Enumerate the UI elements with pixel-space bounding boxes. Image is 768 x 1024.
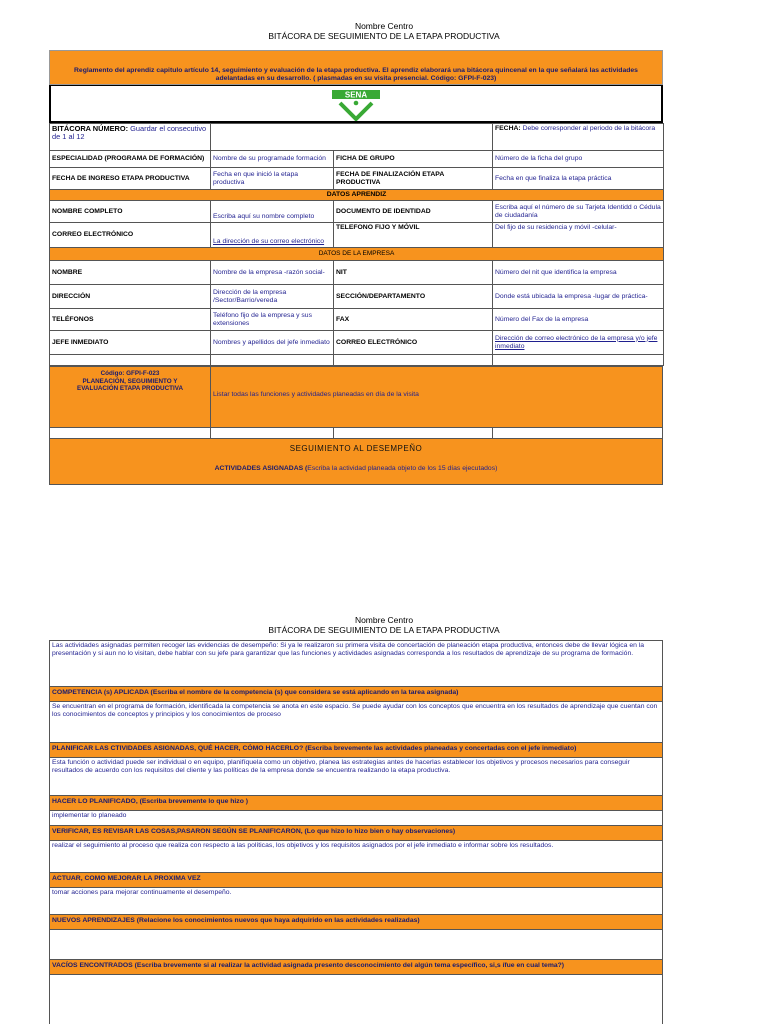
vacios-header: VACÍOS ENCONTRADOS (Escriba brevemente si al realizar la actividad asignada presento desconocimiento del algún tema específico, si,s ífue en cual tema?) bbox=[49, 960, 663, 975]
table-row bbox=[50, 124, 664, 151]
table-row bbox=[50, 331, 664, 355]
documento-value[interactable]: Escriba aquí el número de su Tarjeta Identidd o Cédula de ciudadanía bbox=[493, 201, 664, 223]
vacios-body[interactable] bbox=[49, 975, 663, 1024]
seccion-value[interactable]: Donde está ubicada la empresa -lugar de práctica- bbox=[493, 285, 664, 309]
jefe-label: JEFE INMEDIATO bbox=[50, 331, 211, 355]
ingreso-label: FECHA DE INGRESO ETAPA PRODUCTIVA bbox=[50, 168, 211, 190]
jefe-correo-label: CORREO ELECTRÓNICO bbox=[334, 331, 493, 355]
telefonos-label: TELÉFONOS bbox=[50, 309, 211, 331]
planificar-header: PLANIFICAR LAS CTIVIDADES ASIGNADAS, QUÉ HACER, CÓMO HACERLO? (Escriba brevemente las actividades planeadas y concertadas con el jefe inmediato) bbox=[49, 743, 663, 758]
verificar-header: VERIFICAR, ES REVISAR LAS COSAS,PASARON SEGÚN SE PLANIFICARON, (Lo que hizo lo hizo bien o hay observaciones) bbox=[49, 826, 663, 841]
correo-value[interactable]: La dirección de su correo electrónico bbox=[211, 223, 334, 248]
ingreso-value[interactable]: Fecha en que inició la etapa productiva bbox=[211, 168, 334, 190]
actividades-label: ACTIVIDADES ASIGNADAS ( bbox=[214, 465, 308, 472]
jefe-correo-value[interactable]: Dirección de correo electrónico de la empresa y/o jefe inmediato bbox=[493, 331, 664, 355]
finalizacion-value[interactable]: Fecha en que finaliza la etapa práctica bbox=[493, 168, 664, 190]
nuevos-aprendizajes-body[interactable] bbox=[49, 930, 663, 960]
ficha-label: FICHA DE GRUPO bbox=[334, 151, 493, 168]
direccion-value[interactable]: Dirección de la empresa /Sector/Barrio/vereda bbox=[211, 285, 334, 309]
especialidad-label: ESPECIALIDAD (PROGRAMA DE FORMACIÓN) bbox=[50, 151, 211, 168]
planeacion-block bbox=[49, 366, 663, 428]
sena-logo-icon bbox=[326, 87, 386, 121]
bitacora-value[interactable]: Guardar el consecutivo de 1 al 12 bbox=[52, 124, 207, 141]
emp-nombre-value[interactable]: Nombre de la empresa -razón social- bbox=[211, 261, 334, 285]
competencia-body[interactable]: Se encuentran en el programa de formación, identificada la competencia se anota en este espacio. Se puede ayudar con los conceptos que encuentra en los resultados de aprendizaje que cuentan con los conocimientos de conceptos y principios y los conocimientos de proceso bbox=[49, 702, 663, 743]
planeacion-title: PLANEACIÓN, SEGUIMIENTO Y EVALUACIÓN ETAPA PRODUCTIVA bbox=[77, 377, 183, 392]
sheet2-title bbox=[0, 615, 768, 635]
nombre-label: NOMBRE COMPLETO bbox=[50, 201, 211, 223]
sheet1-title bbox=[0, 21, 768, 41]
reglamento-box: Reglamento del aprendiz capitulo artículo 14, seguimiento y evaluación de la etapa productiva. El aprendiz elaborará una bitácora quincenal en la que señalará las actividades adelantadas en su desarrollo. ( plasmadas en su visita presencial. Código: GFPI-F-023) bbox=[49, 50, 663, 85]
bitacora-blank-cell[interactable] bbox=[211, 124, 493, 151]
hacer-header: HACER LO PLANIFICADO, (Escriba brevemente lo que hizo ) bbox=[49, 796, 663, 811]
centro-name: Nombre Centro bbox=[354, 21, 414, 31]
nombre-value[interactable]: Escriba aquí su nombre completo bbox=[211, 201, 334, 223]
datos-table bbox=[49, 123, 664, 366]
finalizacion-label: FECHA DE FINALIZACIÓN ETAPA PRODUCTIVA bbox=[334, 168, 493, 190]
table-row bbox=[50, 190, 664, 201]
correo-label: CORREO ELECTRÓNICO bbox=[50, 223, 211, 248]
seguimiento-title: SEGUIMIENTO AL DESEMPEÑO bbox=[289, 444, 423, 453]
logo-row bbox=[49, 85, 663, 123]
table-row bbox=[50, 248, 664, 261]
emp-nombre-label: NOMBRE bbox=[50, 261, 211, 285]
telefonos-value[interactable]: Teléfono fijo de la empresa y sus extensiones bbox=[211, 309, 334, 331]
fecha-value[interactable]: Debe corresponder al periodo de la bitácora bbox=[522, 125, 656, 132]
fax-label: FAX bbox=[334, 309, 493, 331]
verificar-body[interactable]: realizar el seguimiento al proceso que realiza con respecto a las políticas, los objetivos y los requisitos asignados por el jefe inmediato e informar sobre los resultados. bbox=[49, 841, 663, 873]
fax-value[interactable]: Número del Fax de la empresa bbox=[493, 309, 664, 331]
bitacora-label: BITÁCORA NÚMERO: bbox=[52, 124, 129, 133]
table-row bbox=[50, 168, 664, 190]
ficha-value[interactable]: Número de la ficha del grupo bbox=[493, 151, 664, 168]
fecha-label: FECHA: bbox=[495, 125, 521, 132]
actividades-asignadas bbox=[50, 465, 662, 472]
bitacora-form-sheet2 bbox=[49, 640, 663, 1024]
table-row bbox=[50, 309, 664, 331]
blank-row bbox=[49, 428, 663, 439]
table-row bbox=[50, 201, 664, 223]
planeacion-value[interactable]: Listar todas las funciones y actividades planeadas en día de la visita bbox=[213, 391, 419, 398]
centro-name-2: Nombre Centro bbox=[354, 615, 414, 625]
actuar-header: ACTUAR, COMO MEJORAR LA PROXIMA VEZ bbox=[49, 873, 663, 888]
seccion-label: SECCIÓN/DEPARTAMENTO bbox=[334, 285, 493, 309]
nit-value[interactable]: Número del nit que identifica la empresa bbox=[493, 261, 664, 285]
bitacora-form-sheet1 bbox=[49, 50, 663, 485]
planificar-body[interactable]: Esta función o actividad puede ser individual o en equipo, planifíquela como un objetivo, planea las estrategias antes de hacerlas establecer los objetivos y procesos necesarios para conseguir resultados de acuerdo con los requisitos del cliente y las políticas de la empresa donde se encuentra realizando la etapa productiva. bbox=[49, 758, 663, 796]
logo-text: SENA bbox=[344, 90, 368, 99]
telefono-label: TELEFONO FIJO Y MÓVIL bbox=[334, 223, 493, 248]
datos-aprendiz-header: DATOS APRENDIZ bbox=[50, 190, 664, 201]
telefono-value[interactable]: Del fijo de su residencia y móvil -celular- bbox=[493, 223, 664, 248]
jefe-value[interactable]: Nombres y apellidos del jefe inmediato bbox=[211, 331, 334, 355]
table-row bbox=[50, 261, 664, 285]
table-row bbox=[50, 285, 664, 309]
actuar-body[interactable]: tomar acciones para mejorar continuamente el desempeño. bbox=[49, 888, 663, 915]
planeacion-code: Código: GFPI-F-023 bbox=[100, 370, 160, 377]
intro-text[interactable]: Las actividades asignadas permiten recoger las evidencias de desempeño: Si ya le realizaron su primera visita de concertación de planeación etapa productiva, entonces debe de llevar lógica en la presentación y si aun no lo visitan, debe hablar con su jefe para garantizar que las funciones y actividades asignadas corresponda a los resultados de aprendizaje de su programa de formación. bbox=[49, 640, 663, 687]
bitacora-title: BITÁCORA DE SEGUIMIENTO DE LA ETAPA PRODUCTIVA bbox=[268, 31, 500, 41]
hacer-body[interactable]: implementar lo planeado bbox=[49, 811, 663, 826]
table-row bbox=[50, 355, 664, 366]
documento-label: DOCUMENTO DE IDENTIDAD bbox=[334, 201, 493, 223]
competencia-header: COMPETENCIA (s) APLICADA (Escriba el nombre de la competencia (s) que considera se está aplicando en la tarea asignada) bbox=[49, 687, 663, 702]
nit-label: NIT bbox=[334, 261, 493, 285]
datos-empresa-header: DATOS DE LA EMPRESA bbox=[50, 248, 664, 261]
nuevos-aprendizajes-header: NUEVOS APRENDIZAJES (Relacione los conocimientos nuevos que haya adquirido en las actividades realizadas) bbox=[49, 915, 663, 930]
table-row bbox=[50, 151, 664, 168]
table-row bbox=[50, 223, 664, 248]
seguimiento-block bbox=[49, 439, 663, 485]
actividades-value[interactable]: Escriba la actividad planeada objeto de los 15 días ejecutados) bbox=[307, 465, 498, 472]
direccion-label: DIRECCIÓN bbox=[50, 285, 211, 309]
especialidad-value[interactable]: Nombre de su programade formación bbox=[211, 151, 334, 168]
planeacion-title-cell bbox=[50, 367, 211, 427]
bitacora-title-2: BITÁCORA DE SEGUIMIENTO DE LA ETAPA PRODUCTIVA bbox=[268, 625, 500, 635]
